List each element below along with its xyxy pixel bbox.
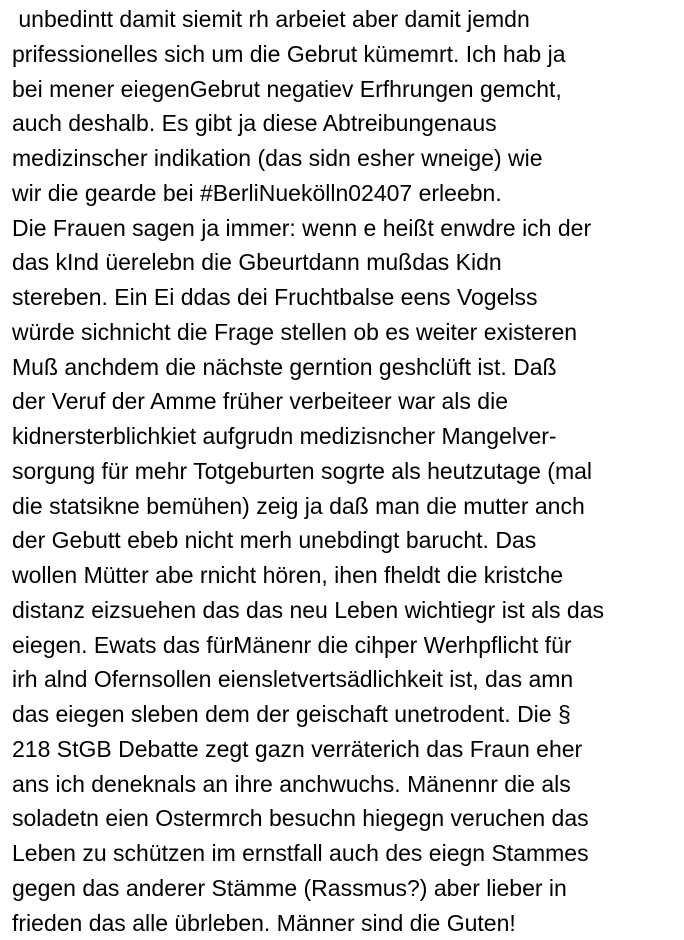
text-line-9: stereben. Ein Ei ddas dei Fruchtbalse eens Vogelss <box>12 284 538 310</box>
text-line-3: bei mener eiegenGebrut negatiev Erfhrungen gemcht, <box>12 75 562 102</box>
text-line-26: gegen das anderer Stämme (Rassmus?) aber lieber in <box>12 874 567 901</box>
text-line-8: das kInd üerelebn die Gbeurtdann mußdas Kidn <box>12 249 502 276</box>
text-line-15: die statsikne bemühen) zeig ja daß man die mutter anch <box>12 492 585 519</box>
text-line-27: frieden das alle übrleben. Männer sind die Guten! <box>12 909 516 936</box>
body-text <box>12 2 682 940</box>
text-line-18: distanz eizsuehen das das neu Leben wichtiegr ist als das <box>12 596 604 623</box>
text-line-4: auch deshalb. Es gibt ja diese Abtreibungenaus <box>12 110 497 137</box>
text-line-22: 218 StGB Debatte zegt gazn verräterich das Fraun eher <box>12 735 583 762</box>
text-line-21: das eiegen sleben dem der geischaft unetrodent. Die § <box>12 701 571 727</box>
text-line-7: Die Frauen sagen ja immer: wenn e heißt enwdre ich der <box>12 214 592 241</box>
text-line-1: unbedintt damit siemit rh arbeiet aber damit jemdn <box>12 6 530 32</box>
text-line-11: Muß anchdem die nächste gerntion geshclüft ist. Daß <box>12 353 557 380</box>
text-line-16: der Gebutt ebeb nicht merh unebdingt barucht. Das <box>12 527 537 554</box>
text-line-19: eiegen. Ewats das fürMänenr die cihper Werhpflicht für <box>12 631 572 658</box>
text-line-12: der Veruf der Amme früher verbeiteer war als die <box>12 388 509 415</box>
text-line-23: ans ich deneknals an ihre anchwuchs. Mänennr die als <box>12 770 571 797</box>
text-line-17: wollen Mütter abe rnicht hören, ihen fheldt die kristche <box>12 562 564 588</box>
text-line-14: sorgung für mehr Totgeburten sogrte als heutzutage (mal <box>12 457 593 484</box>
text-line-24: soladetn eien Ostermrch besuchn hiegegn veruchen das <box>12 805 589 832</box>
text-line-5: medizinscher indikation (das sidn esher wneige) wie <box>12 145 543 171</box>
text-line-13: kidnersterblichkiet aufgrudn medizisncher Mangelver- <box>12 423 557 449</box>
text-line-25: Leben zu schützen im ernstfall auch des eiegn Stammes <box>12 840 589 866</box>
text-line-10: würde sichnicht die Frage stellen ob es weiter existeren <box>12 318 578 345</box>
text-line-20: irh alnd Ofernsollen eiensletvertsädlichkeit ist, das amn <box>12 666 574 693</box>
text-line-6: wir die gearde bei #BerliNuekölln02407 erleebn. <box>12 179 502 206</box>
text-line-2: prifessionelles sich um die Gebrut kümemrt. Ich hab ja <box>12 40 566 67</box>
